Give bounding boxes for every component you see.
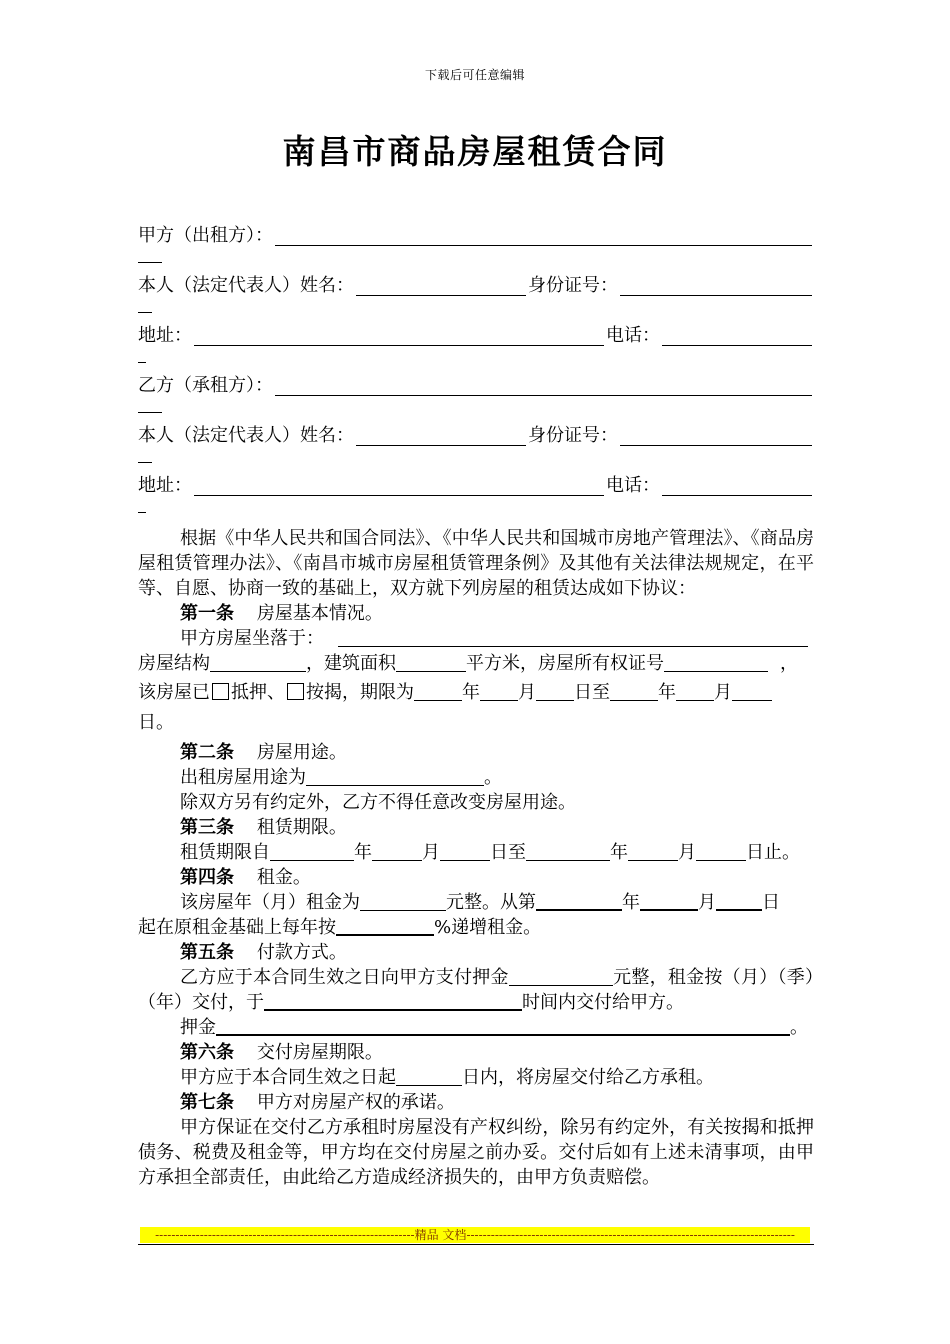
overflow-underline [138,250,814,272]
party-b-phone-label: 电话： [606,475,660,496]
comma: ， [780,653,798,674]
day-end: 日。 [138,712,174,733]
year-label: 年 [354,842,372,863]
year-label: 年 [610,842,628,863]
party-b-id-field[interactable] [620,425,812,446]
term-end-day-field[interactable] [696,842,746,861]
footer-left-dashes: ---------------------------------------------------------------- [155,1228,415,1242]
mortgage-checkbox[interactable] [212,683,229,700]
month-label: 月 [714,682,732,703]
article-2-number: 第二条 [180,742,234,763]
party-b-rep-label: 本人（法定代表人）姓名： [138,425,354,446]
footer-text: 精品 文档 [414,1228,467,1242]
use-field[interactable] [306,767,484,786]
pledge-checkbox[interactable] [287,683,304,700]
start-year-field[interactable] [414,682,462,701]
party-a-rep-field[interactable] [356,275,526,296]
party-a-phone-field[interactable] [662,325,812,346]
party-b-id-label: 身份证号： [528,425,618,446]
party-b-name-field[interactable] [275,375,812,396]
term-from-label: 租赁期限自 [180,842,270,863]
location-label: 甲方房屋坐落于： [180,628,324,649]
article-3-number: 第三条 [180,817,234,838]
year-label: 年 [462,682,480,703]
location-field[interactable] [338,628,808,647]
certificate-field[interactable] [664,653,768,672]
party-b-address-label: 地址： [138,475,192,496]
party-b-rep-field[interactable] [356,425,526,446]
end-year-field[interactable] [610,682,658,701]
overflow-underline [138,400,814,422]
party-a-line [138,222,814,250]
day-to-label: 日至 [574,682,610,703]
article-2-title: 房屋用途。 [256,742,347,763]
delivery-days-field[interactable] [396,1067,462,1086]
party-a-phone-label: 电话： [606,325,660,346]
use-end: 。 [484,767,502,788]
delivery-end-text: 日内，将房屋交付给乙方承租。 [462,1067,714,1088]
use-rule: 除双方另有约定外，乙方不得任意改变房屋用途。 [180,792,576,813]
document-title: 南昌市商品房屋租赁合同 [282,132,668,171]
area-unit-label: 平方米，房屋所有权证号 [466,653,664,674]
rent-field[interactable] [360,892,446,911]
party-b-line [138,372,814,400]
party-b-rep-line [138,422,814,450]
increase-rate-field[interactable] [336,916,434,936]
year-label: 年 [622,892,640,913]
party-a-address-line [138,322,814,350]
article-4-title: 租金。 [256,867,311,888]
preamble: 根据《中华人民共和国合同法》、《中华人民共和国城市房地产管理法》、《商品房屋租赁管理办法》、《南昌市城市房屋租赁管理条例》及其他有关法律法规规定，在平等、自愿、协商一致的基础上，双方就下列房屋的租赁达成如下协议： [138,528,814,599]
article-1-title: 房屋基本情况。 [256,603,383,624]
article-7-title: 甲方对房屋产权的承诺。 [256,1092,455,1113]
party-a-id-field[interactable] [620,275,812,296]
start-day-field[interactable] [536,682,574,701]
term-end-year-field[interactable] [526,842,610,861]
term-start-day-field[interactable] [440,842,490,861]
footer-watermark [140,1227,810,1243]
end-day-field[interactable] [732,682,772,701]
party-b-address-field[interactable] [194,475,604,496]
structure-label: 房屋结构 [138,653,210,674]
term-start-month-field[interactable] [372,842,422,861]
article-7-body: 甲方保证在交付乙方承租时房屋没有产权纠纷，除另有约定外，有关按揭和抵押债务、税费及租金等，甲方均在交付房屋之前办妥。交付后如有上述未清事项，由甲方承担全部责任，由此给乙方造成经济损失的，由甲方负责赔偿。 [138,1117,814,1188]
party-b-phone-field[interactable] [662,475,812,496]
increase-label: 起在原租金基础上每年按 [138,917,336,938]
month-label: 月 [698,892,716,913]
party-a-rep-line [138,272,814,300]
term-end-month-field[interactable] [628,842,678,861]
payment-deadline-text: 时间内交付给甲方。 [522,992,684,1013]
delivery-text: 甲方应于本合同生效之日起 [180,1067,396,1088]
contract-body [138,222,814,1190]
payment-time-field[interactable] [264,991,522,1011]
article-6-number: 第六条 [180,1042,234,1063]
payment-period-text: 元整，租金按（月）（季）（年）交付，于 [138,967,815,1013]
structure-field[interactable] [210,653,306,672]
day-to-label: 日至 [490,842,526,863]
party-a-address-label: 地址： [138,325,192,346]
deposit-label: 押金 [180,1017,216,1038]
overflow-underline [138,300,814,322]
article-1-number: 第一条 [180,603,234,624]
article-7-number: 第七条 [180,1092,234,1113]
area-label: ，建筑面积 [306,653,396,674]
day-end-label: 日止。 [746,842,800,863]
overflow-underline [138,350,814,372]
deposit-amount-field[interactable] [509,967,613,986]
month-label: 月 [422,842,440,863]
deposit-field[interactable] [216,1016,790,1036]
overflow-underline [138,500,814,522]
term-start-year-field[interactable] [270,842,354,861]
party-a-address-field[interactable] [194,325,604,346]
article-3-title: 租赁期限。 [256,817,347,838]
rent-increase-day-field[interactable] [716,891,762,911]
area-field[interactable] [396,653,466,672]
day-label: 日 [762,892,780,913]
party-b-address-line [138,472,814,500]
article-5-number: 第五条 [180,942,234,963]
overflow-underline [138,450,814,472]
article-4-number: 第四条 [180,867,234,888]
end-month-field[interactable] [676,682,714,701]
article-5-title: 付款方式。 [256,942,347,963]
rent-increase-year-field[interactable] [536,891,622,911]
increase-unit: %递增租金。 [434,917,542,938]
rent-increase-month-field[interactable] [640,891,698,911]
use-label: 出租房屋用途为 [180,767,306,788]
month-label: 月 [518,682,536,703]
month-label: 月 [678,842,696,863]
party-a-name-field[interactable] [275,225,812,246]
deposit-text: 乙方应于本合同生效之日向甲方支付押金 [180,967,509,988]
year-label: 年 [658,682,676,703]
pledge-label: 按揭，期限为 [306,682,414,703]
yuan-label: 元整。从第 [446,892,536,913]
rent-label: 该房屋年（月）租金为 [180,892,360,913]
party-a-id-label: 身份证号： [528,275,618,296]
party-a-label: 甲方（出租方）： [138,225,273,246]
deposit-end: 。 [790,1017,808,1038]
start-month-field[interactable] [480,682,518,701]
footer-right-dashes: --------------------------------------------------------------------------------- [466,1228,795,1242]
party-b-label: 乙方（承租方）： [138,375,273,396]
mortgage-label: 抵押、 [231,682,285,703]
party-a-rep-label: 本人（法定代表人）姓名： [138,275,354,296]
article-6-title: 交付房屋期限。 [256,1042,383,1063]
header-note: 下载后可任意编辑 [424,68,525,82]
footer-divider [138,1244,814,1245]
mortgaged-label: 该房屋已 [138,682,210,703]
